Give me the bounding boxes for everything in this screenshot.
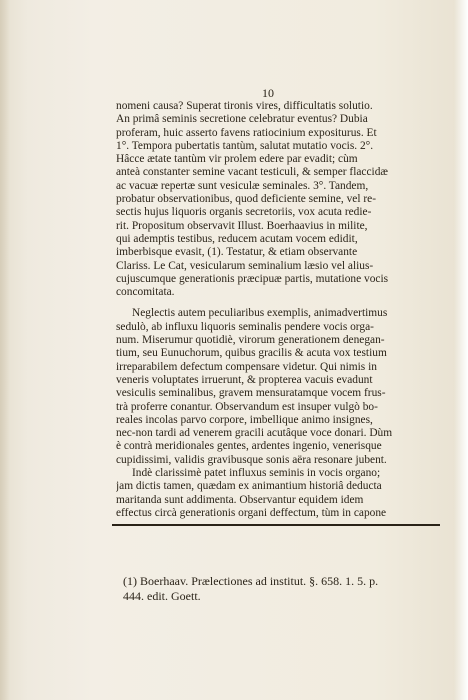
- text-line: Indè clarissimè patet influxus seminis in vocis organo;: [132, 467, 381, 480]
- footnote-line: 444. edit. Goett.: [123, 589, 201, 603]
- text-line: sedulò, ab influxu liquoris seminalis pendere vocis orga-: [116, 320, 374, 333]
- text-line: Hâcce ætate tantùm vir prolem edere par evadit; cùm: [116, 153, 358, 166]
- text-line: proferam, huic asserto favens ratiocinium expositurus. Et: [116, 126, 377, 139]
- text-line: anteà constanter semine vacant testiculi, & semper flaccidæ: [116, 166, 389, 179]
- text-line: qui ademptis testibus, reducem acutam vocem edidit,: [116, 232, 358, 245]
- text-line: num. Miserumur quotidiè, virorum generationem denegan-: [116, 334, 385, 347]
- text-line: è contrà meridionales gentes, ardentes ingenio, venerisque: [116, 440, 382, 453]
- text-line: cupidissimi, validis gravibusque sonis aëra resonare jubent.: [116, 453, 387, 466]
- text-line: imberbisque evasit, (1). Testatur, & etiam observante: [116, 246, 358, 259]
- paragraph-3: [116, 467, 442, 520]
- text-line: vesiculis seminalibus, gravem mensuratamque vocem frus-: [116, 387, 386, 400]
- text-line: effectus circà generationis organi deffectum, tùm in capone: [116, 506, 387, 519]
- text-line: rit. Propositum observavit Illust. Boerhaavius in milite,: [116, 219, 368, 232]
- footnote-line: (1) Boerhaav. Prælectiones ad institut. §. 658. 1. 5. p.: [123, 574, 379, 588]
- page-edge: [454, 0, 468, 700]
- page-number: 10: [262, 86, 274, 100]
- paragraph-gap: [116, 299, 442, 307]
- page-gutter-shadow: [0, 0, 10, 700]
- text-line: An primâ seminis secretione celebratur eventus? Dubia: [116, 113, 368, 126]
- body-text: [116, 100, 442, 520]
- text-line: irreparabilem defectum compensare videtur. Qui nimis in: [116, 360, 377, 373]
- text-line: tium, seu Eunuchorum, quibus gracilis & acuta vox testium: [116, 347, 387, 360]
- text-line: maritanda sunt addimenta. Observantur equidem idem: [116, 493, 364, 506]
- text-line: cujuscumque generationis præcipuæ partis, mutatione vocis: [116, 272, 389, 285]
- text-line: ac vacuæ repertæ sunt vesiculæ seminales. 3°. Tandem,: [116, 179, 369, 192]
- text-line: probatur observationibus, quod deficiente semine, vel re-: [116, 193, 377, 206]
- text-line: Clariss. Le Cat, vesicularum seminalium læsio vel alius-: [116, 259, 374, 272]
- text-line: nec-non tardi ad venerem gracili acutâque voce donari. Dùm: [116, 427, 393, 440]
- text-line: Neglectis autem peculiaribus exemplis, animadvertimus: [132, 307, 388, 320]
- footnote-divider: [112, 524, 440, 526]
- text-line: jam dictis tamen, quædam ex animantium historiâ deducta: [116, 480, 382, 493]
- text-line: concomitata.: [116, 286, 175, 299]
- paragraph-2: [116, 307, 442, 467]
- footnote: [123, 574, 453, 604]
- text-line: reales incolas parvo corpore, imbellique animo insignes,: [116, 413, 373, 426]
- text-line: veneris voluptates irruerunt, & propterea vacuis evadunt: [116, 373, 373, 386]
- text-line: sectis hujus liquoris organis secretoriis, vox acuta redie-: [116, 206, 372, 219]
- text-line: 1°. Tempora pubertatis tantùm, salutat mutatio vocis. 2°.: [116, 139, 374, 152]
- paragraph-1: [116, 100, 442, 299]
- text-line: trà proferre conantur. Observandum est insuper vulgò bo-: [116, 400, 378, 413]
- text-line: nomeni causa? Superat tironis vires, difficultatis solutio.: [116, 100, 373, 112]
